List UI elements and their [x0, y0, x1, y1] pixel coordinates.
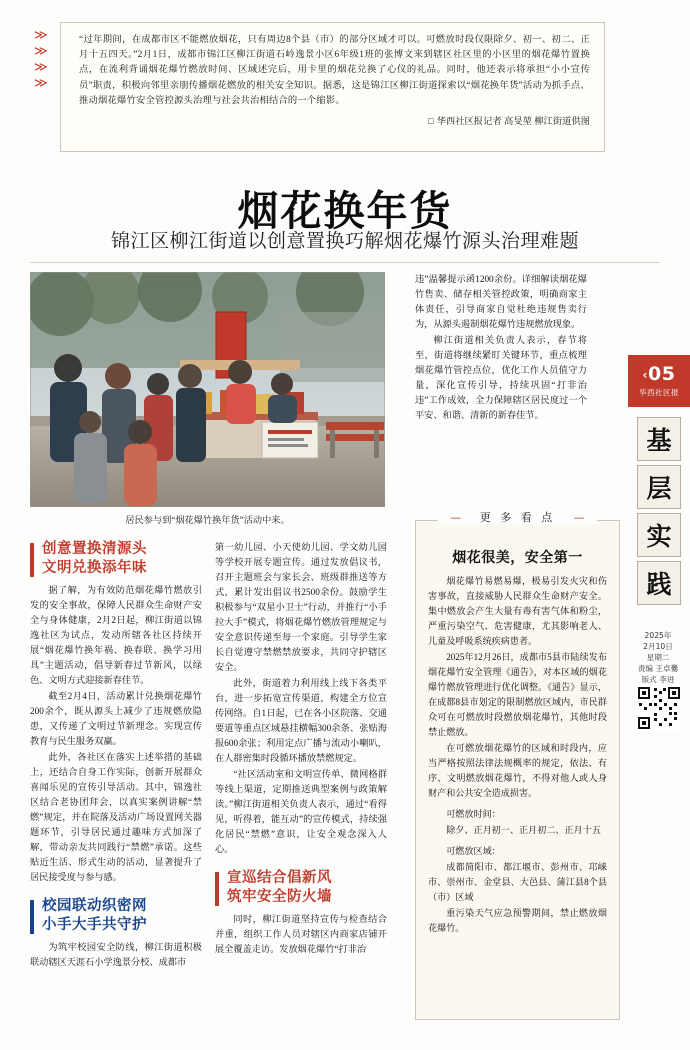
page-section-label: 华西社区报: [639, 387, 679, 397]
highlight-body: [428, 574, 607, 936]
article-heading-1-line1: 创意置换清源头: [42, 541, 147, 557]
chevron-icon: ≫: [34, 28, 48, 43]
article-heading-3-line1: 宣巡结合倡新风: [227, 870, 332, 886]
page-number-badge: [628, 355, 690, 407]
article-heading-2: [30, 897, 202, 935]
date-line: 2025年: [644, 631, 672, 640]
sidebar-highlight-box: [415, 520, 620, 1020]
article-photo: [30, 272, 385, 507]
heading-accent-bar: [215, 872, 219, 906]
highlight-label: [415, 508, 620, 526]
paragraph: 同时，柳江街道坚持宣传与检查结合并重，组织工作人员对辖区内商家店铺开展全覆盖走访。发放烟花爆竹“打非治: [215, 914, 387, 954]
section-char: 层: [637, 465, 681, 509]
paragraph: 在可燃放烟花爆竹的区域和时段内，应当严格按照法律法规概率的规定，依法、有序、文明燃放烟花爆竹，不得对他人或人身财产和公共安全造成损害。: [428, 743, 607, 798]
label-text: 更 多 看 点: [474, 511, 562, 524]
date-line: 星期二: [646, 653, 670, 662]
qr-code: [636, 685, 682, 731]
label-dash-right: —: [568, 511, 591, 524]
paragraph: 重污染天气应急预警期间，禁止燃放烟花爆竹。: [428, 908, 607, 933]
page-subtitle: 锦江区柳江街道以创意置换巧解烟花爆竹源头治理难题: [110, 230, 579, 252]
highlight-title: 烟花很美，安全第一: [452, 550, 583, 566]
heading-accent-bar: [30, 543, 34, 577]
section-char: 践: [637, 561, 681, 605]
heading-accent-bar: [30, 900, 34, 934]
photo-caption: 居民参与到“烟花爆竹换年货”活动中来。: [125, 515, 290, 525]
paragraph: 成都简阳市、都江堰市、彭州市、邛崃市、崇州市、金堂县、大邑县、蒲江县8个县（市）区域: [428, 862, 607, 902]
page-title: 烟花换年货: [237, 187, 453, 235]
highlight-label-text: [438, 511, 597, 524]
byline-text: 华西社区报记者 高旻堃 柳江街道供图: [436, 117, 590, 128]
paragraph: 第一幼儿园、小天使幼儿园、学文幼儿园等学校开展专题宣传。通过发放倡议书，召开主题班会与家长会、班级群推送等方式，累计发出倡议书2500余份。鼓励学生积极参与“双星小卫士”行动，并推行“小手拉大手”模式，将烟花爆竹燃放管理规定与安全意识传递至每一个家庭。引导学生家长自觉遵守禁燃禁放要求，共同守护辖区安全。: [215, 542, 387, 672]
paragraph: 为筑牢校园安全防线，柳江街道积极联动辖区天涯石小学逸景分校、成都市: [30, 942, 202, 967]
publication-date: [634, 630, 682, 685]
chevron-icon: ≫: [34, 44, 48, 59]
paragraph: “社区活动室和文明宣传单、微网格群等线上渠道，定期推送典型案例与政策解读。”柳江街道相关负责人表示，通过“看得见，听得着，能互动”的宣传模式，持续强化居民“禁燃”意识，让安全观念深入人心。: [215, 769, 387, 854]
label-dash-left: —: [444, 511, 467, 524]
article-column-middle: [215, 540, 387, 958]
chevron-icon: ≫: [34, 76, 48, 91]
date-line: 版式 李进: [641, 675, 675, 684]
paragraph: 烟花爆竹易燃易爆，极易引发火灾和伤害事故，直接威胁人民群众生命财产安全。集中燃放会产生大量有毒有害气体和粉尘，严重污染空气、危害健康，尤其影响老人、儿童及呼吸系统疾病患者。: [428, 576, 607, 646]
paragraph: 此外，街道着力利用线上线下各类平台，进一步拓宽宣传渠道，构建全方位宣传网络。自1日起，已在各小区院落、交通要道等重点区域悬挂横幅300余条、张贴海报600余张；利用定点广播与流动小喇叭，在人群密集时段循环播放禁燃规定。: [215, 678, 387, 763]
section-heading: 可燃放区域：: [446, 846, 501, 856]
paragraph: 除夕、正月初一、正月初二、正月十五: [446, 825, 601, 835]
lead-quote-box: [34, 22, 605, 152]
chevron-left-icon: ‹: [642, 367, 648, 382]
article-heading-1-line2: 文明兑换添年味: [42, 560, 147, 576]
paragraph: 2025年12月26日，成都市5县市陆续发布烟花爆竹安全管理《通告》，对本区域的烟花爆竹燃放管理进行优化调整。《通告》显示，在成都8县市划定的限制燃放区域内，市民群众可在可燃放时段燃放烟花爆竹，其他时段禁止燃放。: [428, 652, 607, 737]
section-heading: 可燃放时间：: [446, 809, 501, 819]
chevron-icon: ≫: [34, 60, 48, 75]
paragraph: 此外，各社区在落实上述举措的基础上，还结合自身工作实际，创新开展群众喜闻乐见的宣传引导活动。其中，锦逸社区结合老协团拜会，以真实案例讲解“禁燃”规定，并在院落及活动广场设置网关器题环节，引导居民通过趣味方式加深了解，带动亲友共同践行“禁燃”承诺。这些贴近生活、形式生动的活动，显著提升了居民接受度与参与感。: [30, 752, 202, 882]
article-heading-3: [215, 869, 387, 907]
section-char: 实: [637, 513, 681, 557]
page-side-tab: [628, 355, 690, 900]
article-heading-2-line1: 校园联动织密网: [42, 898, 147, 914]
paragraph: 违”温馨提示函1200余份。详细解读烟花爆竹售卖、储存相关管控政策，明确商家主体责任，引导商家自觉杜绝违规售卖行为，从源头遏制烟花爆竹违规燃放现象。: [415, 274, 587, 329]
date-line: 2月10日: [643, 642, 673, 651]
article-column-left: [30, 540, 202, 971]
section-char: 基: [637, 417, 681, 461]
paragraph: 柳江街道相关负责人表示，春节将至，街道将继续紧盯关键环节，重点梳理烟花爆竹管控点位，优化工作人员值守力量，深化宣传引导，持续巩固“打非治违”工作成效，全力保障辖区居民度过一个平安、和谐、清新的新春佳节。: [415, 335, 587, 420]
page-number-value: 05: [648, 362, 676, 385]
article-heading-1: [30, 540, 202, 578]
date-line: 责编 王卓爨: [637, 664, 679, 673]
chevron-decoration: [34, 28, 60, 91]
paragraph: 据了解，为有效防范烟花爆竹燃放引发的安全事故，保障人民群众生命财产安全与身体健康，2月2日起，柳江街道以锦逸社区为试点，发动所辖各社区持续开展“烟花爆竹换年祸、换春联、换学习用具”主题活动，倡导新春过节新风，以绿色、文明方式迎接新春佳节。: [30, 585, 202, 685]
lead-byline: [79, 113, 590, 127]
section-title-vertical: [636, 417, 682, 605]
article-heading-2-line2: 小手大手共守护: [42, 917, 147, 933]
article-heading-3-line2: 筑牢安全防火墙: [227, 889, 332, 905]
page-number: [642, 362, 676, 385]
lead-text: “过年期间，在成都市区不能燃放烟花，只有周边8个县（市）的部分区域才可以。可燃放时段仅限除夕、初一、初二、正月十五四天。”2月1日，成都市锦江区柳江街道石岭逸景小区6年级1班的张博文来到辖区社区里的小区里的烟花爆竹置换点，在流利背诵烟花爆竹燃放时间、区域述完后，用卡里的烟花兑换了心仪的礼品。同时，他还表示将承担“小小宣传员”职责，积极向邻里亲朋传播烟花燃放的相关安全知识。据悉，这是锦江区柳江街道探索以“烟花换年货”活动为抓手点、推动烟花爆竹安全管控源头治理与社会共治相结合的一个缩影。: [79, 35, 590, 106]
byline-square-icon: □: [428, 116, 434, 127]
article-column-right: [415, 272, 587, 424]
divider: [30, 262, 660, 263]
paragraph: 截至2月4日，活动累计兑换烟花爆竹200余个，既从源头上减少了违规燃放隐患，又传递了文明过节新理念。实现宣传教育与民生服务双赢。: [30, 691, 202, 746]
